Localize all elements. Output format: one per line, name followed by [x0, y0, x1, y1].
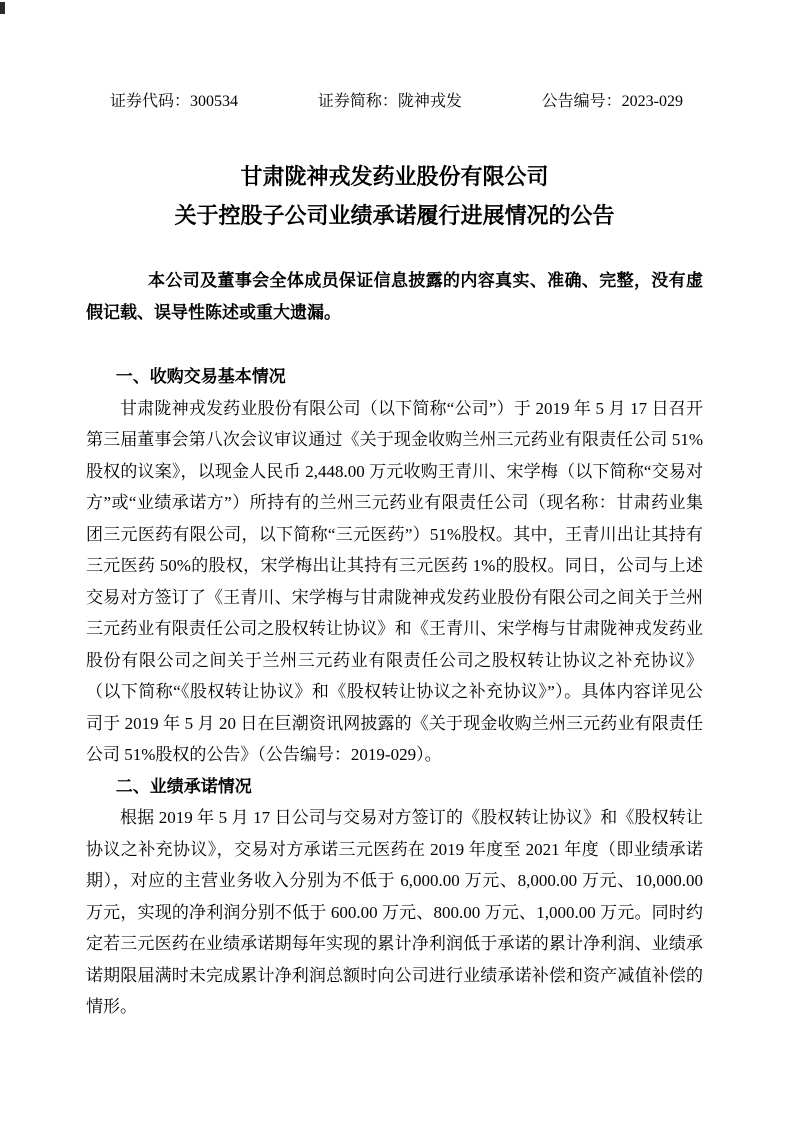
title-block — [86, 157, 703, 235]
company-name-title: 甘肃陇神戎发药业股份有限公司 — [240, 164, 549, 189]
section-2-heading: 二、业绩承诺情况 — [115, 776, 252, 796]
scan-artifact — [0, 2, 5, 14]
board-disclosure-statement: 本公司及董事会全体成员保证信息披露的内容真实、准确、完整，没有虚假记载、误导性陈述或重大遗漏。 — [86, 271, 703, 322]
stock-short-name: 证券简称：陇神戎发 — [317, 93, 462, 110]
doc-header-row — [86, 93, 703, 111]
announcement-number: 公告编号：2023-029 — [541, 93, 683, 110]
stock-code: 证券代码：300534 — [110, 93, 239, 110]
section-2-body: 根据 2019 年 5 月 17 日公司与交易对方签订的《股权转让协议》和《股权转让协议之补充协议》，交易对方承诺三元医药在 2019 年度至 2021 年度（即业绩承诺期），对应的主营业务收入分别为不低于 6,000.00 万元、8,000.00 万元、10,000.00 万元，实现的净利润分别不低于 600.00 万元、800.00 万元、1,000.00 万元。同时约定若三元医药在业绩承诺期每年实现的累计净利润低于承诺的累计净利润、业绩承诺期限届满时未完成累计净利润总额时向公司进行业绩承诺补偿和资产减值补偿的情形。 — [86, 808, 703, 1016]
section-1-body: 甘肃陇神戎发药业股份有限公司（以下简称“公司”）于 2019 年 5 月 17 日召开第三届董事会第八次会议审议通过《关于现金收购兰州三元药业有限责任公司 51%股权的议案》，以现金人民币 2,448.00 万元收购王青川、宋学梅（以下简称“交易对方”或“业绩承诺方”）所持有的兰州三元药业有限责任公司（现名称：甘肃药业集团三元医药有限公司，以下简称“三元医药”）51%股权。其中，王青川出让其持有三元医药 50%的股权，宋学梅出让其持有三元医药 1%的股权。同日，公司与上述交易对方签订了《王青川、宋学梅与甘肃陇神戎发药业股份有限公司之间关于兰州三元药业有限责任公司之股权转让协议》和《王青川、宋学梅与甘肃陇神戎发药业股份有限公司之间关于兰州三元药业有限责任公司之股权转让协议之补充协议》（以下简称“《股权转让协议》和《股权转让协议之补充协议》”）。具体内容详见公司于 2019 年 5 月 20 日在巨潮资讯网披露的《关于现金收购兰州三元药业有限责任公司 51%股权的公告》（公告编号：2019-029）。 — [86, 398, 703, 764]
section-1-heading: 一、收购交易基本情况 — [115, 367, 286, 386]
announcement-title: 关于控股子公司业绩承诺履行进展情况的公告 — [174, 203, 615, 228]
